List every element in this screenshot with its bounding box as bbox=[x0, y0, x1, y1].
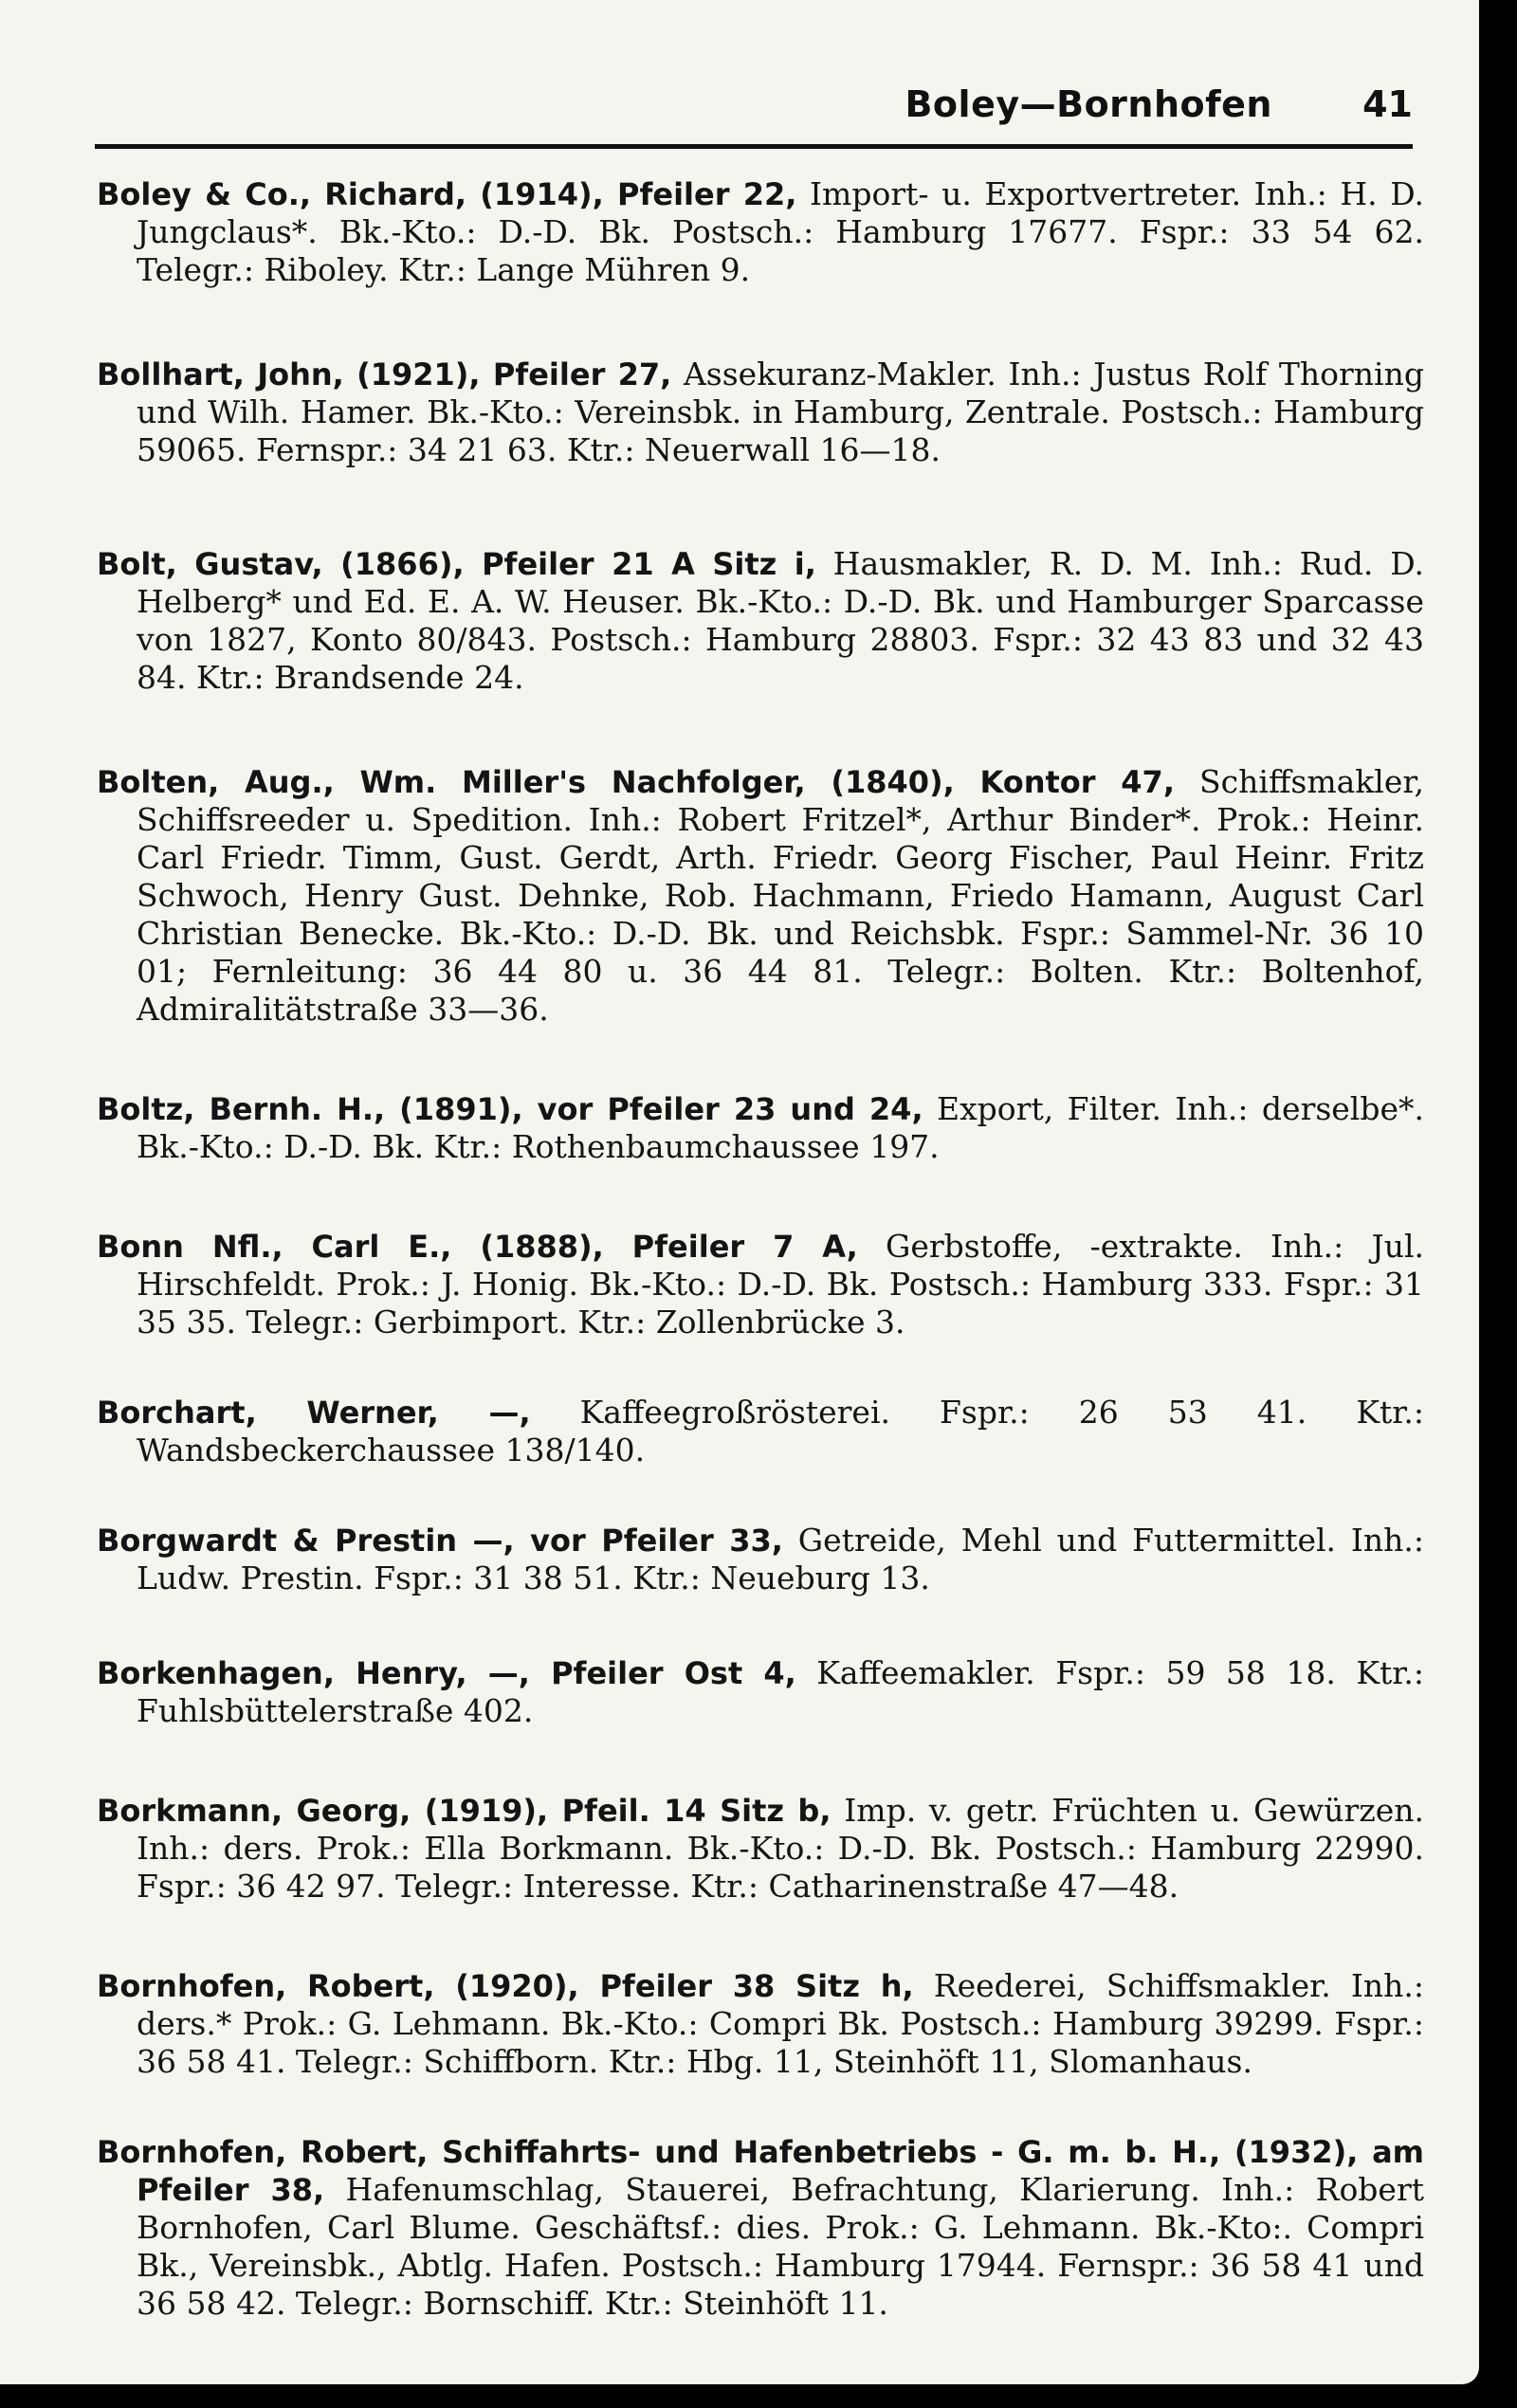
directory-entry bbox=[97, 175, 1424, 289]
entry-name: Borchart, Werner, —, bbox=[97, 1395, 531, 1431]
entry-name: Borgwardt & Prestin —, vor Pfeiler 33, bbox=[97, 1523, 783, 1559]
entry-text: Reederei, Schiffsmakler. Inh.: ders.* Prok.: G. Lehmann. Bk.-Kto.: Compri Bk. Postsch.: Hamburg 39299. Fspr.: 36 58 41. Telegr.: Schiffborn. Ktr.: Hbg. 11, Steinhöft 11, Slomanhaus. bbox=[137, 1967, 1424, 2080]
running-title: Boley—Bornhofen bbox=[905, 83, 1272, 125]
entry-name: Bornhofen, Robert, Schiffahrts- und Hafenbetriebs - G. m. b. H., (1932), am Pfeiler 38, bbox=[97, 2134, 1424, 2208]
page-number: 41 bbox=[1362, 83, 1413, 125]
entry-text: Imp. v. getr. Früchten u. Gewürzen. Inh.: ders. Prok.: Ella Borkmann. Bk.-Kto.: D.-D. Bk. Postsch.: Hamburg 22990. Fspr.: 36 42 97. Telegr.: Interesse. Ktr.: Catharinenstraße 47—48. bbox=[137, 1792, 1424, 1905]
entry-text: Kaffeemakler. Fspr.: 59 58 18. Ktr.: Fuhlsbüttelerstraße 402. bbox=[137, 1654, 1425, 1729]
entry-text: Hafenumschlag, Stauerei, Befrachtung, Klarierung. Inh.: Robert Bornhofen, Carl Blume. Geschäftsf.: dies. Prok.: G. Lehmann. Bk.-Kto:. Compri Bk., Vereinsbk., Abtlg. Hafen. Postsch.: Hamburg 17944. Fernspr.: 36 58 41 und 36 58 42. Telegr.: Bornschiff. Ktr.: Steinhöft 11. bbox=[137, 2171, 1424, 2322]
entry-text: Schiffsmakler, Schiffsreeder u. Spedition. Inh.: Robert Fritzel*, Arthur Binder*. Prok.: Heinr. Carl Friedr. Timm, Gust. Gerdt, Arth. Friedr. Georg Fischer, Paul Heinr. Fritz Schwoch, Henry Gust. Dehnke, Rob. Hachmann, Friedo Hamann, August Carl Christian Benecke. Bk.-Kto.: D.-D. Bk. und Reichsbk. Fspr.: Sammel-Nr. 36 10 01; Fernleitung: 36 44 80 u. 36 44 81. Telegr.: Bolten. Ktr.: Boltenhof, Admiralitätstraße 33—36. bbox=[137, 763, 1425, 1028]
entry-name: Bolten, Aug., Wm. Miller's Nachfolger, (1840), Kontor 47, bbox=[97, 764, 1175, 800]
entry-text: Export, Filter. Inh.: derselbe*. Bk.-Kto.: D.-D. Bk. Ktr.: Rothenbaumchaussee 197. bbox=[137, 1090, 1425, 1165]
directory-entry bbox=[97, 1654, 1424, 1730]
directory-entry bbox=[97, 763, 1424, 1029]
entry-name: Bonn Nfl., Carl E., (1888), Pfeiler 7 A, bbox=[97, 1229, 858, 1265]
entry-name: Boltz, Bernh. H., (1891), vor Pfeiler 23 und 24, bbox=[97, 1091, 923, 1127]
entry-name: Borkenhagen, Henry, —, Pfeiler Ost 4, bbox=[97, 1655, 796, 1691]
directory-entry bbox=[97, 1792, 1424, 1906]
directory-entry bbox=[97, 1967, 1424, 2081]
entry-name: Bolt, Gustav, (1866), Pfeiler 21 A Sitz i, bbox=[97, 546, 816, 582]
entry-text: Hausmakler, R. D. M. Inh.: Rud. D. Helberg* und Ed. E. A. W. Heuser. Bk.-Kto.: D.-D. Bk. und Hamburger Sparcasse von 1827, Konto 80/843. Postsch.: Hamburg 28803. Fspr.: 32 43 83 und 32 43 84. Ktr.: Brandsende 24. bbox=[137, 545, 1424, 696]
entry-text: Assekuranz-Makler. Inh.: Justus Rolf Thorning und Wilh. Hamer. Bk.-Kto.: Vereinsbk. in Hamburg, Zentrale. Postsch.: Hamburg 59065. Fernspr.: 34 21 63. Ktr.: Neuerwall 16—18. bbox=[137, 356, 1424, 468]
directory-entry bbox=[97, 1090, 1424, 1166]
entry-name: Bollhart, John, (1921), Pfeiler 27, bbox=[97, 356, 672, 392]
entry-text: Import- u. Exportvertreter. Inh.: H. D. Jungclaus*. Bk.-Kto.: D.-D. Bk. Postsch.: Hamburg 17677. Fspr.: 33 54 62. Telegr.: Riboley. Ktr.: Lange Mühren 9. bbox=[137, 175, 1424, 288]
entry-name: Borkmann, Georg, (1919), Pfeil. 14 Sitz b, bbox=[97, 1793, 832, 1829]
entry-text: Gerbstoffe, -extrakte. Inh.: Jul. Hirschfeldt. Prok.: J. Honig. Bk.-Kto.: D.-D. Bk. Postsch.: Hamburg 333. Fspr.: 31 35 35. Telegr.: Gerbimport. Ktr.: Zollenbrücke 3. bbox=[137, 1228, 1425, 1341]
directory-entry bbox=[97, 545, 1424, 697]
directory-entry bbox=[97, 1228, 1424, 1341]
directory-entry bbox=[97, 1394, 1424, 1469]
directory-entry bbox=[97, 356, 1424, 469]
entry-name: Bornhofen, Robert, (1920), Pfeiler 38 Sitz h, bbox=[97, 1968, 914, 2004]
directory-entry bbox=[97, 2133, 1424, 2323]
entry-name: Boley & Co., Richard, (1914), Pfeiler 22, bbox=[97, 176, 797, 212]
directory-entry bbox=[97, 1522, 1424, 1597]
entry-text: Getreide, Mehl und Futtermittel. Inh.: Ludw. Prestin. Fspr.: 31 38 51. Ktr.: Neueburg 13. bbox=[137, 1522, 1424, 1596]
entry-text: Kaffeegroßrösterei. Fspr.: 26 53 41. Ktr.: Wandsbeckerchaussee 138/140. bbox=[137, 1394, 1424, 1469]
page-header bbox=[95, 76, 1413, 149]
